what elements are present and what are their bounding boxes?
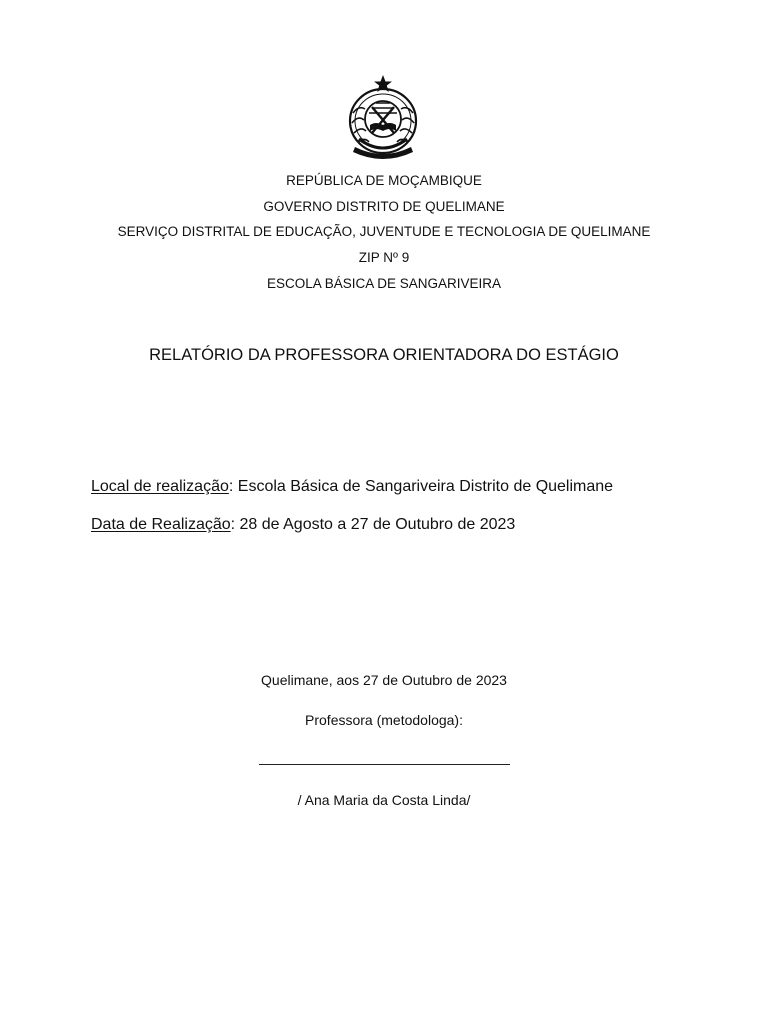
header-government: GOVERNO DISTRITO DE QUELIMANE: [263, 199, 505, 214]
signer-role: Professora (metodologa):: [305, 712, 463, 728]
field-location-label: Local de realização: [91, 478, 229, 495]
signer-name: / Ana Maria da Costa Linda/: [297, 792, 471, 808]
header-zip: ZIP Nº 9: [358, 250, 410, 265]
national-emblem-icon: [345, 73, 421, 159]
header-service: SERVIÇO DISTRITAL DE EDUCAÇÃO, JUVENTUDE E TECNOLOGIA DE QUELIMANE: [117, 224, 651, 239]
header-country: REPÚBLICA DE MOÇAMBIQUE: [286, 173, 482, 188]
field-location: [91, 477, 613, 497]
field-date: [91, 515, 515, 535]
place-and-date: Quelimane, aos 27 de Outubro de 2023: [261, 672, 507, 688]
signature-line: [259, 764, 510, 765]
field-date-value: : 28 de Agosto a 27 de Outubro de 2023: [230, 516, 516, 533]
field-location-value: : Escola Básica de Sangariveira Distrito de Quelimane: [228, 478, 614, 495]
field-date-label: Data de Realização: [91, 516, 231, 533]
document-title: RELATÓRIO DA PROFESSORA ORIENTADORA DO ESTÁGIO: [149, 346, 619, 364]
header-school: ESCOLA BÁSICA DE SANGARIVEIRA: [266, 276, 502, 291]
